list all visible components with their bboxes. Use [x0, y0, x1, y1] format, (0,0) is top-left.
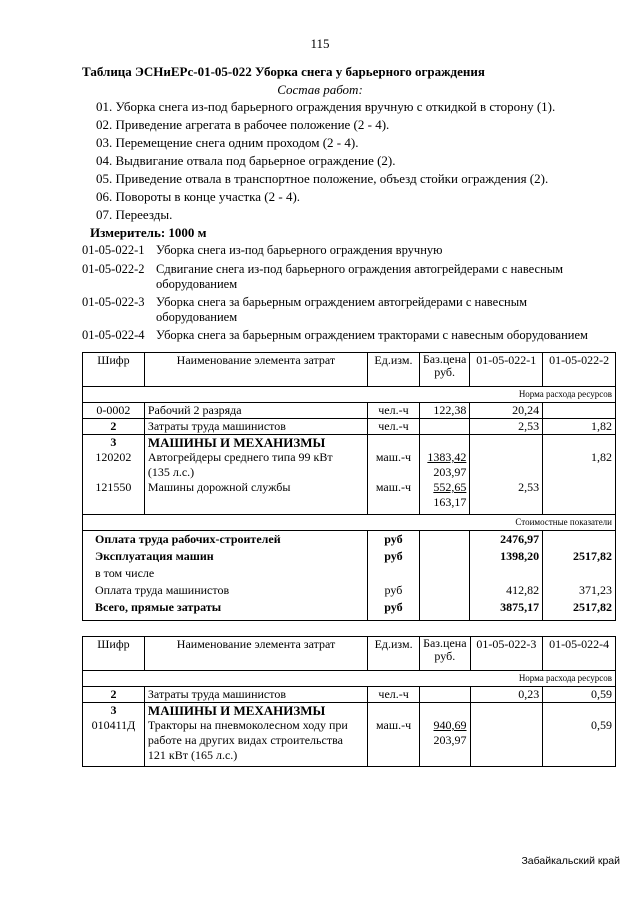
cell-name: [144, 703, 367, 767]
sum-name: Оплата труда машинистов: [95, 583, 230, 597]
header-col2: 01-05-022-4: [543, 637, 616, 671]
code-ref: 01-05-022-3: [82, 295, 145, 309]
header-shifr: Шифр: [83, 353, 145, 387]
table-row: [83, 687, 616, 703]
code-ref: 01-05-022-2: [82, 262, 145, 276]
cell-name: Рабочий 2 разряда: [144, 403, 367, 419]
machine-price: 1383,42: [427, 450, 467, 464]
machine-v2: [546, 480, 612, 495]
header-col1: 01-05-022-3: [470, 637, 543, 671]
machine-wage: 163,17: [433, 495, 467, 509]
cell-v2: [543, 403, 616, 419]
machine-price: 940,69: [433, 718, 467, 732]
cell-price: [420, 703, 470, 767]
norm-label: Норма расхода ресурсов: [83, 387, 616, 403]
group-code: 3: [110, 435, 117, 449]
cell-unit: чел.-ч: [367, 403, 419, 419]
sum-unit: руб: [384, 549, 403, 563]
resource-table-2: [82, 636, 616, 767]
operation-item: 01. Уборка снега из-под барьерного ограждения вручную с откидкой в сторону (1).: [96, 99, 556, 114]
sum-name: в том числе: [95, 566, 155, 580]
norm-label: Норма расхода ресурсов: [83, 671, 616, 687]
header-price: [419, 353, 469, 387]
cell-v2: 0,59: [543, 687, 616, 703]
cell-v1: 2,53: [470, 419, 543, 435]
cell-code: 0-0002: [83, 403, 145, 419]
machine-unit: маш.-ч: [375, 480, 411, 494]
sum-v2: 371,23: [579, 583, 612, 597]
cell-name: Затраты труда машинистов: [144, 419, 367, 435]
header-unit: Ед.изм.: [367, 353, 419, 387]
cell-name: [144, 435, 367, 515]
machine-wage: 203,97: [433, 733, 467, 747]
summary-price: [419, 531, 469, 621]
machine-name-cont: (135 л.с.): [147, 465, 195, 479]
operation-item: 05. Приведение отвала в транспортное положение, объезд стойки ограждения (2).: [96, 171, 549, 186]
composition-label: Состав работ:: [277, 82, 363, 97]
cell-price: 122,38: [419, 403, 469, 419]
table-row: [83, 435, 616, 515]
table-row: [83, 419, 616, 435]
sum-name: Оплата труда рабочих-строителей: [95, 532, 281, 546]
summary-names: [83, 531, 368, 621]
cell-code: [83, 435, 145, 515]
region-footer: Забайкальский край: [521, 855, 620, 867]
code-desc: Уборка снега за барьерным ограждением автогрейдерами с навесным оборудованием: [156, 295, 528, 324]
machine-code: 010411Д: [91, 718, 136, 732]
machine-wage: 203,97: [433, 465, 467, 479]
machine-code: 120202: [95, 450, 132, 464]
sum-v2: [546, 531, 612, 548]
sum-name: Всего, прямые затраты: [95, 600, 222, 614]
cell-v1: 20,24: [470, 403, 543, 419]
table-title: Таблица ЭСНиЕРс-01-05-022 Уборка снега у барьерного ограждения: [82, 64, 485, 79]
code-desc: Сдвигание снега из-под барьерного ограждения автогрейдерами с навесным оборудованием: [156, 262, 564, 291]
machine-price: 552,65: [433, 480, 467, 494]
machine-name-cont: 121 кВт (165 л.с.): [147, 748, 238, 762]
sum-v1: 1398,20: [500, 549, 540, 563]
cell-unit: чел.-ч: [367, 419, 419, 435]
cell-v2: [543, 703, 616, 767]
measure-unit: Измеритель: 1000 м: [90, 225, 207, 240]
machine-unit: маш.-ч: [375, 450, 411, 464]
sum-unit: руб: [384, 600, 403, 614]
machine-v2: 0,59: [591, 718, 612, 732]
code-ref: 01-05-022-1: [82, 243, 145, 257]
header-shifr: Шифр: [83, 637, 145, 671]
sum-v2: 2517,82: [573, 549, 612, 563]
cell-price: [419, 419, 469, 435]
machine-v1: [474, 718, 540, 733]
header-col2: 01-05-022-2: [543, 353, 616, 387]
sum-v1: 2476,97: [500, 532, 540, 546]
header-price-line1: Баз.цена: [422, 352, 467, 366]
cell-price: [419, 435, 469, 515]
header-price: [420, 637, 470, 671]
cell-unit: [367, 435, 419, 515]
summary-v1: [470, 531, 543, 621]
sum-v1: 3875,17: [500, 600, 540, 614]
summary-block: [83, 531, 616, 621]
cell-v2: 1,82: [543, 419, 616, 435]
cost-label: Стоимостные показатели: [83, 515, 616, 531]
header-name: Наименование элемента затрат: [144, 637, 367, 671]
header-price-line1: Баз.цена: [423, 636, 467, 650]
resource-table-1: [82, 352, 616, 621]
code-desc: Уборка снега за барьерным ограждением тракторами с навесным оборудованием: [156, 328, 588, 342]
machine-v2: 1,82: [591, 450, 612, 464]
summary-v2: [543, 531, 616, 621]
operation-item: 07. Переезды.: [96, 207, 173, 222]
code-desc: Уборка снега из-под барьерного ограждения вручную: [156, 243, 443, 257]
machine-name: Тракторы на пневмоколесном ходу при: [147, 718, 348, 732]
operation-item: 03. Перемещение снега одним проходом (2 - 4).: [96, 135, 359, 150]
machine-name: Машины дорожной службы: [147, 480, 291, 494]
sum-v1: 412,82: [506, 583, 540, 597]
sum-unit: руб: [384, 583, 403, 597]
machine-v1: 2,53: [518, 480, 540, 494]
table-row: [83, 703, 616, 767]
machine-v1: [473, 450, 539, 465]
cell-price: [420, 687, 470, 703]
cell-unit: чел.-ч: [368, 687, 420, 703]
cell-v2: [543, 435, 616, 515]
sum-unit: руб: [384, 532, 403, 546]
machine-name-cont: работе на других видах строительства: [147, 733, 343, 747]
cell-code: 2: [83, 419, 145, 435]
group-name: МАШИНЫ И МЕХАНИЗМЫ: [147, 435, 326, 450]
sum-v2: 2517,82: [573, 600, 612, 614]
cell-unit: [368, 703, 420, 767]
group-code: 3: [110, 703, 117, 717]
cell-code: 2: [83, 687, 145, 703]
machine-unit: маш.-ч: [376, 718, 412, 732]
cell-v1: [470, 435, 543, 515]
header-price-line2: руб.: [434, 365, 456, 379]
cell-code: [83, 703, 145, 767]
sum-name: Эксплуатация машин: [95, 549, 214, 563]
cell-name: Затраты труда машинистов: [144, 687, 367, 703]
operation-item: 04. Выдвигание отвала под барьерное ограждение (2).: [96, 153, 396, 168]
cell-v1: 0,23: [470, 687, 543, 703]
group-name: МАШИНЫ И МЕХАНИЗМЫ: [147, 703, 326, 718]
cell-v1: [470, 703, 543, 767]
header-unit: Ед.изм.: [368, 637, 420, 671]
header-col1: 01-05-022-1: [470, 353, 543, 387]
header-price-line2: руб.: [434, 649, 456, 663]
summary-units: [367, 531, 419, 621]
header-name: Наименование элемента затрат: [144, 353, 367, 387]
machine-name: Автогрейдеры среднего типа 99 кВт: [147, 450, 333, 464]
machine-code: 121550: [95, 480, 132, 494]
code-ref: 01-05-022-4: [82, 328, 145, 342]
page-number: 115: [310, 36, 330, 51]
table-row: [83, 403, 616, 419]
operation-item: 06. Повороты в конце участка (2 - 4).: [96, 189, 301, 204]
operation-item: 02. Приведение агрегата в рабочее положение (2 - 4).: [96, 117, 390, 132]
